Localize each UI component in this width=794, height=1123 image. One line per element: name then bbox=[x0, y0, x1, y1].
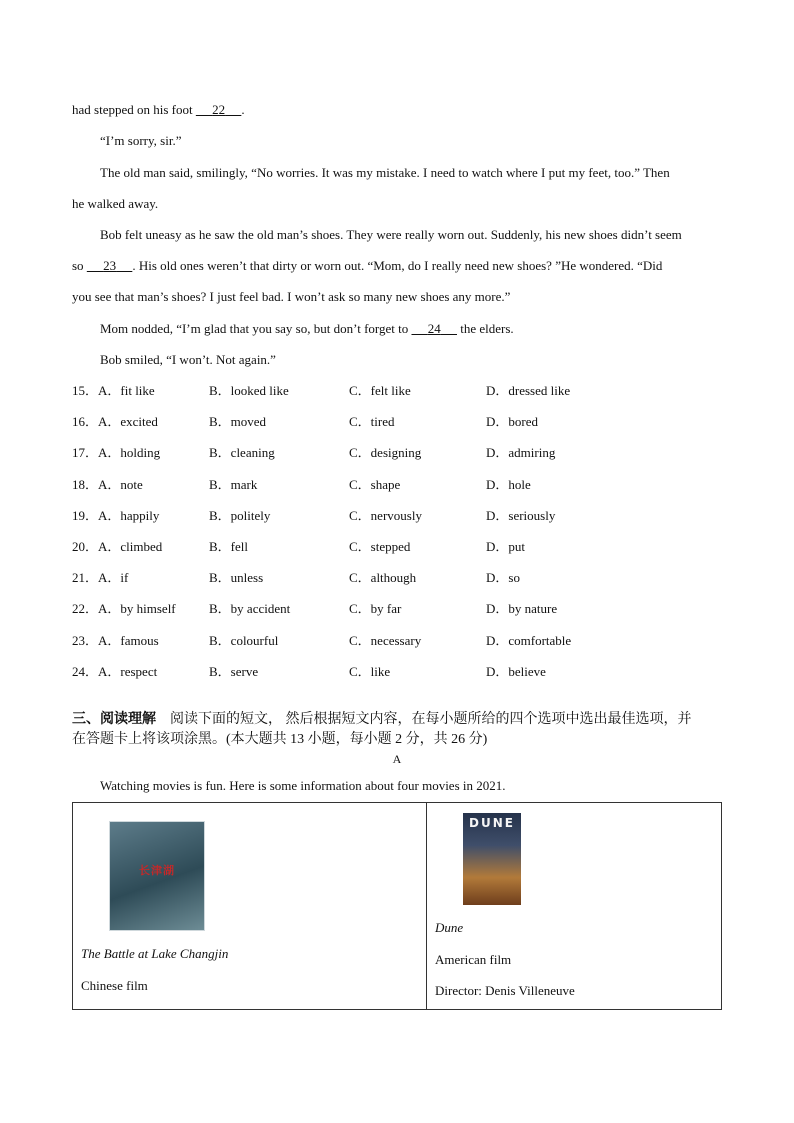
movie-poster: DUNE bbox=[463, 813, 521, 905]
blank-22: 22 bbox=[212, 102, 226, 117]
movie-cell bbox=[73, 803, 427, 1010]
option-row bbox=[72, 444, 722, 462]
option-choice: C．stepped bbox=[349, 539, 411, 554]
passage-line: had stepped on his foot 22 . bbox=[72, 102, 245, 117]
passage-text: had stepped on his foot bbox=[72, 102, 196, 117]
option-choice: C．tired bbox=[349, 414, 395, 430]
option-choice: B．serve bbox=[209, 663, 259, 679]
passage-line: Mom nodded, “I’m glad that you say so, but don’t forget to 24 the elders. bbox=[100, 321, 514, 336]
option-choice: C．felt like bbox=[349, 383, 411, 398]
option-choice: B．fell bbox=[209, 539, 248, 554]
option-choice: C．by far bbox=[349, 601, 402, 617]
option-choice: 22．A．by himself bbox=[72, 601, 176, 617]
option-choice: D．seriously bbox=[486, 507, 556, 523]
option-row bbox=[72, 569, 722, 587]
option-choice: 18．A．note bbox=[72, 476, 143, 492]
option-choice: D．dressed like bbox=[486, 383, 571, 398]
option-row bbox=[72, 507, 722, 525]
movie-origin: Chinese film bbox=[81, 978, 148, 993]
option-row bbox=[72, 600, 722, 618]
passage-line: you see that man’s shoes? I just feel bad. I won’t ask so many new shoes any more.” bbox=[72, 289, 511, 304]
option-choice: 23．A．famous bbox=[72, 632, 159, 648]
option-choice: 24．A．respect bbox=[72, 663, 158, 679]
option-choice: D．bored bbox=[486, 414, 538, 430]
option-choice: D．so bbox=[486, 570, 520, 586]
option-choice: B．mark bbox=[209, 476, 258, 492]
passage-line: Bob smiled, “I won’t. Not again.” bbox=[100, 352, 276, 367]
option-choice: C．although bbox=[349, 570, 417, 586]
passage-line: he walked away. bbox=[72, 196, 159, 211]
section-instruction: 阅读下面的短文， 然后根据短文内容，在每小题所给的四个选项中选出最佳选项，并 bbox=[156, 712, 692, 727]
option-choice: D．by nature bbox=[486, 601, 558, 617]
option-choice: D．hole bbox=[486, 476, 531, 492]
passage-line: “I’m sorry, sir.” bbox=[100, 133, 182, 148]
option-choice: 16．A．excited bbox=[72, 414, 158, 430]
option-choice: D．comfortable bbox=[486, 632, 572, 648]
option-row bbox=[72, 413, 722, 431]
option-row bbox=[72, 538, 722, 556]
option-choice: B．moved bbox=[209, 414, 267, 430]
passage-line: so 23 . His old ones weren’t that dirty or worn out. “Mom, do I really need new shoes? ”He wondered. “Did bbox=[72, 258, 663, 273]
intro-text: Watching movies is fun. Here is some information about four movies in 2021. bbox=[100, 778, 506, 793]
blank-24: 24 bbox=[427, 321, 441, 336]
option-row bbox=[72, 382, 722, 400]
movie-table bbox=[72, 802, 722, 1010]
option-choice: D．admiring bbox=[486, 445, 556, 461]
option-choice: 20．A．climbed bbox=[72, 539, 163, 554]
option-row bbox=[72, 476, 722, 494]
movie-title: The Battle at Lake Changjin bbox=[81, 946, 229, 961]
section-instruction: 在答题卡上将该项涂黑。(本大题共 13 小题，每小题 2 分，共 26 分) bbox=[72, 732, 488, 747]
option-choice: 15．A．fit like bbox=[72, 383, 155, 398]
section-title: 三、阅读理解 bbox=[72, 712, 156, 727]
option-choice: C．necessary bbox=[349, 632, 422, 648]
option-choice: B．by accident bbox=[209, 601, 291, 617]
option-choice: B．politely bbox=[209, 507, 271, 523]
option-choice: D．believe bbox=[486, 663, 546, 679]
option-choice: B．unless bbox=[209, 570, 264, 586]
option-choice: C．nervously bbox=[349, 507, 422, 523]
passage-line: The old man said, smilingly, “No worries. It was my mistake. I need to watch where I put my feet, too.” Then bbox=[100, 165, 670, 180]
movie-title: Dune bbox=[435, 920, 464, 935]
option-choice: 21．A．if bbox=[72, 570, 129, 586]
movie-poster: 长津湖 bbox=[109, 821, 205, 931]
movie-origin: American film bbox=[435, 952, 512, 967]
movie-director: Director: Denis Villeneuve bbox=[435, 983, 575, 998]
option-row bbox=[72, 663, 722, 681]
part-label: A bbox=[392, 752, 402, 766]
section-header bbox=[72, 710, 722, 750]
movie-cell bbox=[427, 803, 722, 1010]
option-choice: B．looked like bbox=[209, 383, 289, 398]
option-choice: C．designing bbox=[349, 445, 422, 461]
blank-23: 23 bbox=[103, 258, 117, 273]
option-row bbox=[72, 632, 722, 650]
option-choice: B．colourful bbox=[209, 632, 279, 648]
option-choice: C．like bbox=[349, 663, 391, 679]
option-choice: 19．A．happily bbox=[72, 507, 160, 523]
passage-line: Bob felt uneasy as he saw the old man’s shoes. They were really worn out. Suddenly, his new shoes didn’t seem bbox=[100, 227, 682, 242]
option-choice: B．cleaning bbox=[209, 445, 275, 461]
option-choice: D．put bbox=[486, 539, 526, 554]
option-choice: C．shape bbox=[349, 476, 401, 492]
option-choice: 17．A．holding bbox=[72, 445, 161, 461]
